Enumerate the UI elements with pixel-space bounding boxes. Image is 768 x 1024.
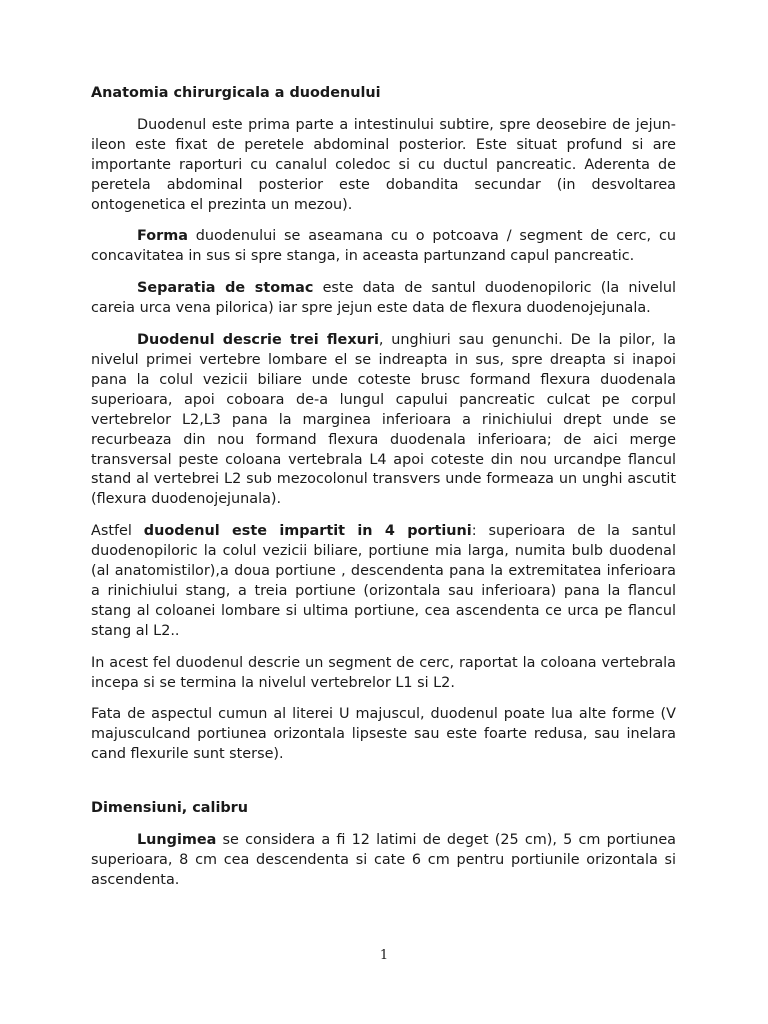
paragraph-lungimea [91,831,676,891]
term-separatia: Separatia de stomac [137,280,314,297]
paragraph-separatia [91,279,676,319]
paragraph-forma-text: duodenului se aseamana cu o potcoava / segment de cerc, cu concavitatea in sus si spre stanga, in aceasta partunzand capul pancreatic. [91,228,676,265]
term-lungimea: Lungimea [137,832,217,849]
paragraph-portiuni-start: Astfel [91,523,144,540]
page-number: 1 [379,948,389,963]
section-heading-dimensiuni: Dimensiuni, calibru [91,800,249,817]
paragraph-flexuri-text: , unghiuri sau genunchi. De la pilor, la nivelul primei vertebre lombare el se indreapta in sus, spre dreapta si inapoi pana la colul vezicii biliare unde coteste brusc formand flexura duodenala superioara, apoi coboara de-a lungul capului pancreatic culcat pe corpul vertebrelor L2,L3 pana la marginea inferioara a rinichiului drept unde se recurbeaza din nou formand flexura duodenala inferioara; de aici merge transversal peste coloana vertebrala L4 apoi coteste din nou urcandpe flancul stand al vertebrei L2 sub mezocolonul transvers unde formeaza un unghi ascutit (flexura duodenojejunala). [91,332,676,508]
paragraph-segment-cerc: In acest fel duodenul descrie un segment de cerc, raportat la coloana vertebrala incepa si se termina la nivelul vertebrelor L1 si L2. [91,654,676,691]
term-portiuni: duodenul este impartit in 4 portiuni [143,523,472,540]
document-page [91,84,676,903]
paragraph-separatia-text: este data de santul duodenopiloric (la nivelul careia urca vena pilorica) iar spre jejun este data de flexura duodenojejunala. [91,280,676,317]
paragraph-lungimea-text: se considera a fi 12 latimi de deget (25 cm), 5 cm portiunea superioara, 8 cm cea descendenta si cate 6 cm pentru portiunile orizontala si ascendenta. [91,832,676,888]
paragraph-forma [91,227,676,267]
term-flexuri: Duodenul descrie trei flexuri [137,332,379,349]
paragraph-forme: Fata de aspectul cumun al literei U majuscul, duodenul poate lua alte forme (V majusculcand portiunea orizontala lipseste sau este foarte redusa, sau inelara cand flexurile sunt sterse). [91,706,676,763]
term-forma: Forma [137,228,188,245]
paragraph-intro: Duodenul este prima parte a intestinului subtire, spre deosebire de jejun-ileon este fixat de peretele abdominal posterior. Este situat profund si are importante raporturi cu canalul coledoc si cu ductul pancreatic. Aderenta de peretela abdominal posterior este dobandita secundar (in desvoltarea ontogenetica el prezinta un mezou). [91,116,676,213]
paragraph-portiuni [91,522,676,641]
section-heading-anatomy: Anatomia chirurgicala a duodenului [91,85,381,101]
paragraph-portiuni-text: : superioara de la santul duodenopiloric la colul vezicii biliare, portiune mia larga, numita bulb duodenal (al anatomistilor),a doua portiune , descendenta pana la extremitatea inferioara a rinichiului stang, a treia portiune (orizontala sau inferioara) pana la flancul stang al coloanei lombare si ultima portiune, cea ascendenta ce urca pe flancul stang al L2.. [91,523,677,639]
paragraph-flexuri [91,331,676,510]
